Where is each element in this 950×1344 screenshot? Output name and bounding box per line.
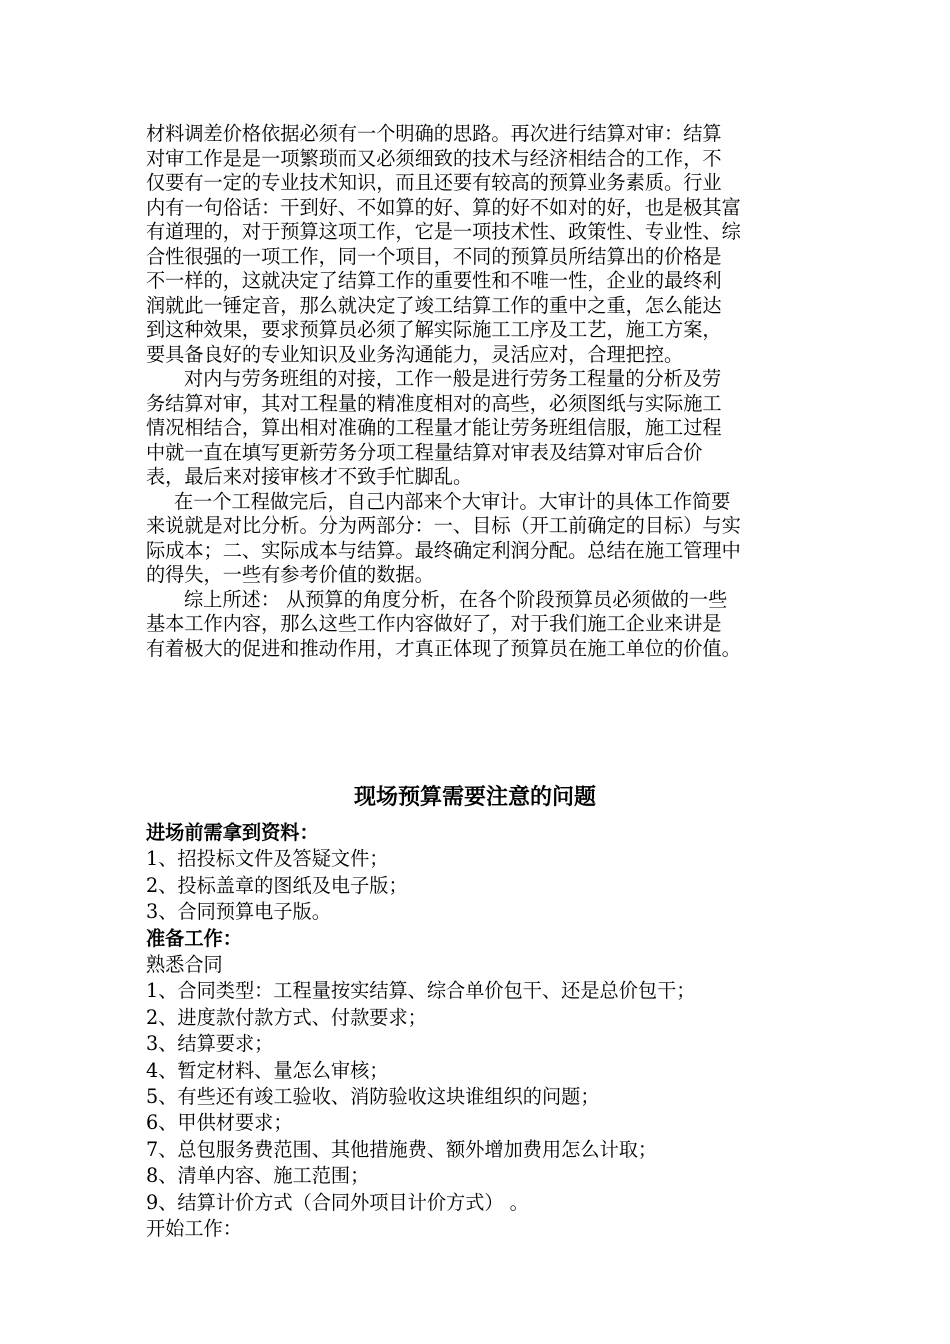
list-heading: 进场前需拿到资料： (146, 821, 319, 844)
checklist (146, 820, 816, 1243)
paragraph-line: 要具备良好的专业知识及业务沟通能力，灵活应对，合理把控。 (146, 342, 684, 366)
paragraph-line: 在一个工程做完后，自己内部来个大审计。大审计的具体工作简要 (174, 489, 731, 513)
paragraph-line: 润就此一锤定音，那么就决定了竣工结算工作的重中之重，怎么能达 (146, 293, 722, 317)
list-item: 9、结算计价方式（合同外项目计价方式） 。 (146, 1190, 529, 1214)
paragraph-line: 务结算对审，其对工程量的精准度相对的高些，必须图纸与实际施工 (146, 391, 722, 415)
list-item: 熟悉合同 (146, 953, 223, 977)
paragraph-line: 有着极大的促进和推动作用，才真正体现了预算员在施工单位的价值。 (146, 636, 741, 660)
list-item: 2、投标盖章的图纸及电子版； (146, 873, 408, 897)
section-title: 现场预算需要注意的问题 (353, 784, 596, 810)
paragraph-line: 来说就是对比分析。分为两部分：一、目标（开工前确定的目标）与实 (146, 514, 741, 537)
paragraph-line: 际成本；二、实际成本与结算。最终确定利润分配。总结在施工管理中 (146, 538, 741, 562)
list-item: 1、招投标文件及答疑文件； (146, 847, 389, 871)
paragraph-line: 合性很强的一项工作，同一个项目，不同的预算员所结算出的价格是 (146, 244, 722, 268)
list-item: 5、有些还有竣工验收、消防验收这块谁组织的问题； (146, 1085, 600, 1109)
list-item: 4、暂定材料、量怎么审核； (146, 1058, 389, 1082)
list-item: 1、合同类型：工程量按实结算、综合单价包干、还是总价包干； (146, 979, 696, 1003)
paragraph-line: 有道理的，对于预算这项工作，它是一项技术性、政策性、专业性、综 (146, 220, 741, 243)
list-item: 开始工作： (146, 1217, 242, 1241)
paragraph-line: 情况相结合，算出相对准确的工程量才能让劳务班组信服，施工过程 (146, 416, 722, 439)
list-item: 3、结算要求； (146, 1032, 274, 1056)
body-text (146, 122, 816, 661)
list-item: 7、总包服务费范围、其他措施费、额外增加费用怎么计取； (146, 1137, 658, 1161)
list-item: 6、甲供材要求； (146, 1111, 293, 1135)
list-item: 3、合同预算电子版。 (146, 900, 331, 924)
paragraph-line: 基本工作内容，那么这些工作内容做好了，对于我们施工企业来讲是 (146, 612, 722, 635)
paragraph-line: 到这种效果，要求预算员必须了解实际施工工序及工艺，施工方案， (146, 318, 722, 341)
paragraph-line: 中就一直在填写更新劳务分项工程量结算对审表及结算对审后合价 (146, 440, 703, 464)
paragraph-line: 对内与劳务班组的对接，工作一般是进行劳务工程量的分析及劳 (184, 367, 722, 390)
paragraph-line: 不一样的，这就决定了结算工作的重要性和不唯一性，企业的最终利 (146, 269, 722, 292)
paragraph-line: 内有一句俗话：干到好、不如算的好、算的好不如对的好，也是极其富 (146, 195, 741, 219)
paragraph-line: 材料调差价格依据必须有一个明确的思路。再次进行结算对审：结算 (146, 122, 722, 145)
paragraph-line: 表，最后来对接审核才不致手忙脚乱。 (146, 465, 473, 488)
list-item: 2、进度款付款方式、付款要求； (146, 1005, 427, 1029)
paragraph-line: 的得失，一些有参考价值的数据。 (146, 563, 434, 586)
list-heading: 准备工作： (146, 926, 242, 950)
paragraph-line: 综上所述： 从预算的角度分析，在各个阶段预算员必须做的一些 (184, 587, 728, 611)
list-item: 8、清单内容、施工范围； (146, 1164, 370, 1188)
paragraph-line: 仅要有一定的专业技术知识，而且还要有较高的预算业务素质。行业 (146, 171, 722, 194)
paragraph-line: 对审工作是是一项繁琐而又必须细致的技术与经济相结合的工作，不 (146, 146, 722, 170)
